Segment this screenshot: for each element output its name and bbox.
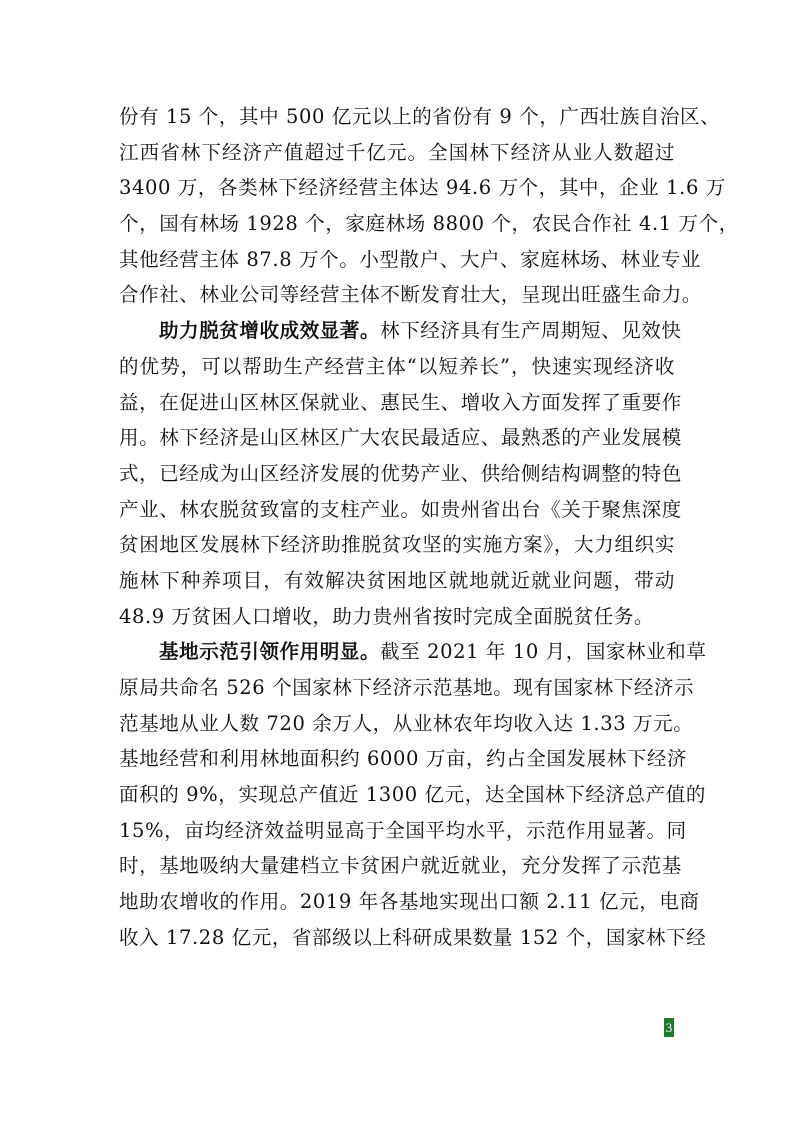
text-line: 合作社、林业公司等经营主体不断发育壮大，呈现出旺盛生命力。 [119, 283, 702, 307]
page-number: 3 [665, 1020, 673, 1035]
paragraph-first-line-text: 截至 2021 年 10 月，国家林业和草 [380, 640, 707, 664]
text-line: 原局共命名 526 个国家林下经济示范基地。现有国家林下经济示 [119, 676, 695, 699]
text-line: 其他经营主体 87.8 万个。小型散户、大户、家庭林场、林业专业 [119, 247, 702, 271]
paragraph-demonstration-bases [119, 634, 707, 955]
paragraph-lead-heading: 助力脱贫增收成效显著。 [159, 319, 381, 343]
text-line: 时，基地吸纳大量建档立卡贫困户就近就业，充分发挥了示范基 [119, 854, 682, 878]
text-line: 式，已经成为山区经济发展的优势产业、供给侧结构调整的特色 [119, 461, 682, 485]
text-line: 个，国有林场 1928 个，家庭林场 8800 个，农民合作社 4.1 万个， [119, 212, 739, 236]
text-line: 地助农增收的作用。2019 年各基地实现出口额 2.11 亿元，电商 [119, 890, 700, 914]
text-line: 3400 万，各类林下经济经营主体达 94.6 万个，其中，企业 1.6 万 [119, 176, 726, 200]
text-line: 面积的 9%，实现总产值近 1300 亿元，达全国林下经济总产值的 [119, 783, 706, 807]
paragraph-forest-economy-entities [119, 99, 739, 313]
text-line: 基地经营和利用林地面积约 6000 万亩，约占全国发展林下经济 [119, 747, 688, 771]
paragraph-poverty-alleviation [119, 313, 682, 634]
text-line: 收入 17.28 亿元，省部级以上科研成果数量 152 个，国家林下经 [119, 925, 707, 949]
text-line: 江西省林下经济产值超过千亿元。全国林下经济从业人数超过 [119, 140, 675, 164]
paragraph-first-line [119, 634, 707, 670]
text-line: 贫困地区发展林下经济助推脱贫攻坚的实施方案》，大力组织实 [119, 533, 675, 557]
text-line: 益，在促进山区林区保就业、惠民生、增收入方面发挥了重要作 [119, 390, 682, 414]
text-line: 用。林下经济是山区林区广大农民最适应、最熟悉的产业发展模 [119, 426, 682, 450]
paragraph-lead-heading: 基地示范引领作用明显。 [159, 640, 381, 664]
text-line: 范基地从业人数 720 余万人，从业林农年均收入达 1.33 万元。 [119, 711, 694, 735]
text-line: 产业、林农脱贫致富的支柱产业。如贵州省出台《关于聚焦深度 [119, 497, 682, 521]
text-line: 48.9 万贫困人口增收，助力贵州省按时完成全面脱贫任务。 [119, 604, 655, 628]
text-line: 施林下种养项目，有效解决贫困地区就地就近就业问题，带动 [119, 568, 675, 592]
paragraph-first-line [119, 313, 682, 349]
text-line: 15%，亩均经济效益明显高于全国平均水平，示范作用显著。同 [119, 818, 687, 842]
document-page [119, 99, 739, 956]
text-line: 份有 15 个，其中 500 亿元以上的省份有 9 个，广西壮族自治区、 [119, 105, 721, 128]
paragraph-first-line-text: 林下经济具有生产周期短、见效快 [380, 319, 682, 343]
text-line: 的优势，可以帮助生产经营主体“以短养长”，快速实现经济收 [119, 354, 675, 378]
